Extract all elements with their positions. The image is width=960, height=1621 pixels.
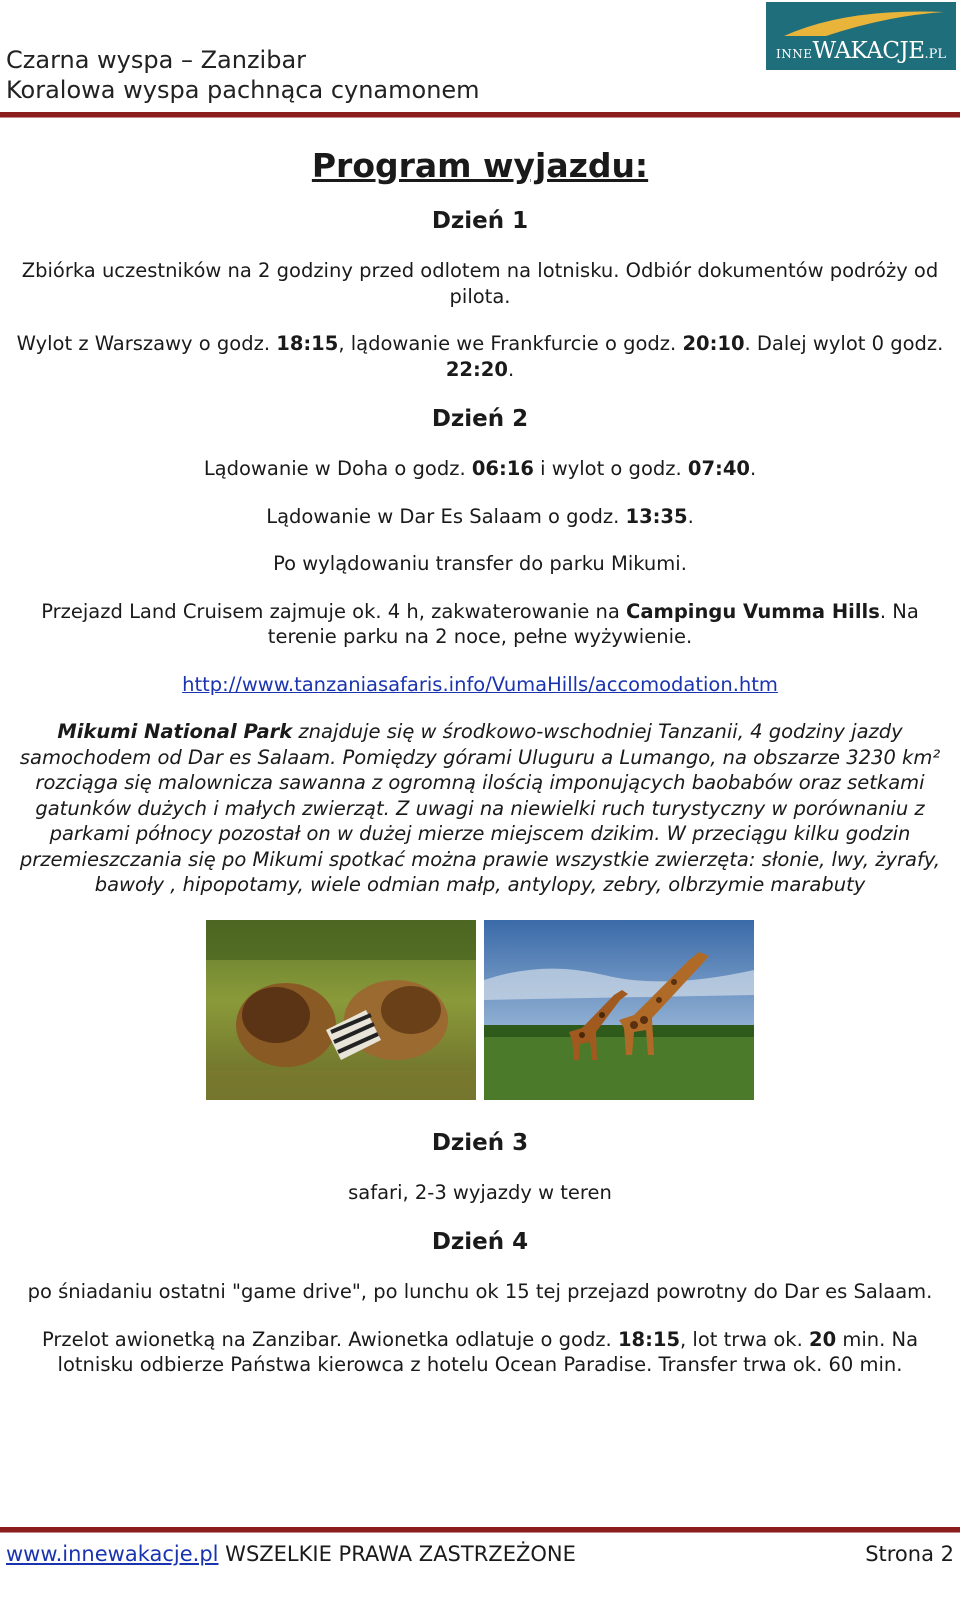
day4-time: 18:15 — [617, 1327, 681, 1351]
day2-line-1 — [0, 456, 960, 482]
logo-text — [766, 38, 956, 64]
day2-text: i wylot o godz. — [533, 457, 688, 480]
day2-text: . — [749, 457, 757, 480]
logo-inne: INNE — [775, 47, 813, 61]
photo-row — [0, 920, 960, 1100]
camping-name: Campingu Vumma Hills — [626, 599, 880, 623]
day2-time: 13:35 — [625, 504, 688, 528]
day1-text: , lądowanie we Frankfurcie o godz. — [338, 332, 683, 355]
page-footer — [6, 1542, 954, 1566]
accommodation-link[interactable]: http://www.tanzaniasafaris.info/VumaHills/accomodation.htm — [182, 672, 778, 696]
day4-text: Przelot awionetką na Zanzibar. Awionetka odlatuje o godz. — [41, 1327, 618, 1351]
day4-paragraph-1: po śniadaniu ostatni "game drive", po lunchu ok 15 tej przejazd powrotny do Dar es Salaam. — [27, 1280, 933, 1303]
mikumi-description — [0, 719, 960, 898]
day1-time: 18:15 — [276, 332, 339, 355]
mikumi-park-name: Mikumi National Park — [57, 720, 293, 743]
day1-time: 22:20 — [445, 357, 508, 381]
footer-website-link[interactable]: www.innewakacje.pl — [6, 1542, 219, 1566]
header-title-line1: Czarna wyspa – Zanzibar — [6, 46, 307, 74]
page-number: Strona 2 — [865, 1542, 954, 1566]
day2-line-3: Po wylądowaniu transfer do parku Mikumi. — [273, 552, 687, 575]
day1-time: 20:10 — [682, 332, 745, 355]
lions-zebra-photo — [206, 920, 476, 1100]
day4-text: min. Na lotnisku odbierze Państwa kierowca z hotelu Ocean Paradise. Transfer trwa ok. 60 min. — [57, 1327, 919, 1376]
day2-link-row — [0, 672, 960, 698]
header-divider — [0, 112, 960, 118]
day1-paragraph-1: Zbiórka uczestników na 2 godziny przed odlotem na lotnisku. Odbiór dokumentów podróży od pilota. — [21, 259, 939, 308]
mikumi-text: znajduje się w środkowo-wschodniej Tanzanii, 4 godziny jazdy samochodem od Dar es Salaam. Pomiędzy górami Uluguru a Lumango, na obszarze 3230 km² rozciąga się malownicza sawanna z ogromną ilością imponujących baobabów oraz setkami gatunków dużych i małych zwierząt. Z uwagi na niewielki ruch turystyczny w porównaniu z parkami północy pozostał on w dużej mierze miejscem dzikim. W przeciągu kilku godzin przemieszczania się po Mikumi spotkać można prawie wszystkie zwierzęta: słonie, lwy, żyrafy, bawoły , hipopotamy, wiele odmian małp, antylopy, zebry, olbrzymie marabuty — [19, 720, 941, 896]
logo-tld: .PL — [924, 47, 947, 62]
header-title-line2: Koralowa wyspa pachnąca cynamonem — [6, 76, 480, 104]
day2-time: 06:16 — [471, 457, 534, 480]
day1-title: Dzień 1 — [431, 208, 529, 234]
day1-text: . Dalej wylot 0 godz. — [744, 332, 944, 355]
day1-text: Wylot z Warszawy o godz. — [16, 332, 277, 355]
innewakacje-logo — [766, 2, 956, 70]
page-header — [0, 0, 960, 118]
program-title: Program wyjazdu: — [311, 146, 649, 185]
day2-text: Lądowanie w Dar Es Salaam o godz. — [266, 504, 626, 528]
day4-text: , lot trwa ok. — [680, 1327, 809, 1351]
document-content — [0, 140, 960, 1400]
day4-paragraph-2 — [0, 1327, 960, 1378]
day2-text: . — [687, 504, 694, 528]
day3-title: Dzień 3 — [431, 1129, 529, 1156]
footer-divider — [0, 1527, 960, 1533]
day3-text: safari, 2-3 wyjazdy w teren — [348, 1180, 612, 1204]
day2-line-4 — [0, 599, 960, 650]
day4-title: Dzień 4 — [431, 1229, 529, 1255]
day2-line-2 — [0, 504, 960, 530]
footer-rights: WSZELKIE PRAWA ZASTRZEŻONE — [218, 1542, 576, 1566]
day1-paragraph-2 — [0, 331, 960, 382]
day2-text: . Na terenie parku na 2 noce, pełne wyżywienie. — [267, 599, 919, 648]
giraffes-photo — [484, 920, 754, 1100]
logo-wakacje: WAKACJE — [812, 38, 925, 64]
day1-text: . — [507, 357, 515, 381]
day2-time: 07:40 — [687, 457, 750, 480]
day2-text: Lądowanie w Doha o godz. — [203, 457, 472, 480]
day2-title: Dzień 2 — [431, 406, 529, 432]
day4-duration: 20 — [809, 1327, 837, 1351]
day2-text: Przejazd Land Cruisem zajmuje ok. 4 h, zakwaterowanie na — [41, 599, 627, 623]
